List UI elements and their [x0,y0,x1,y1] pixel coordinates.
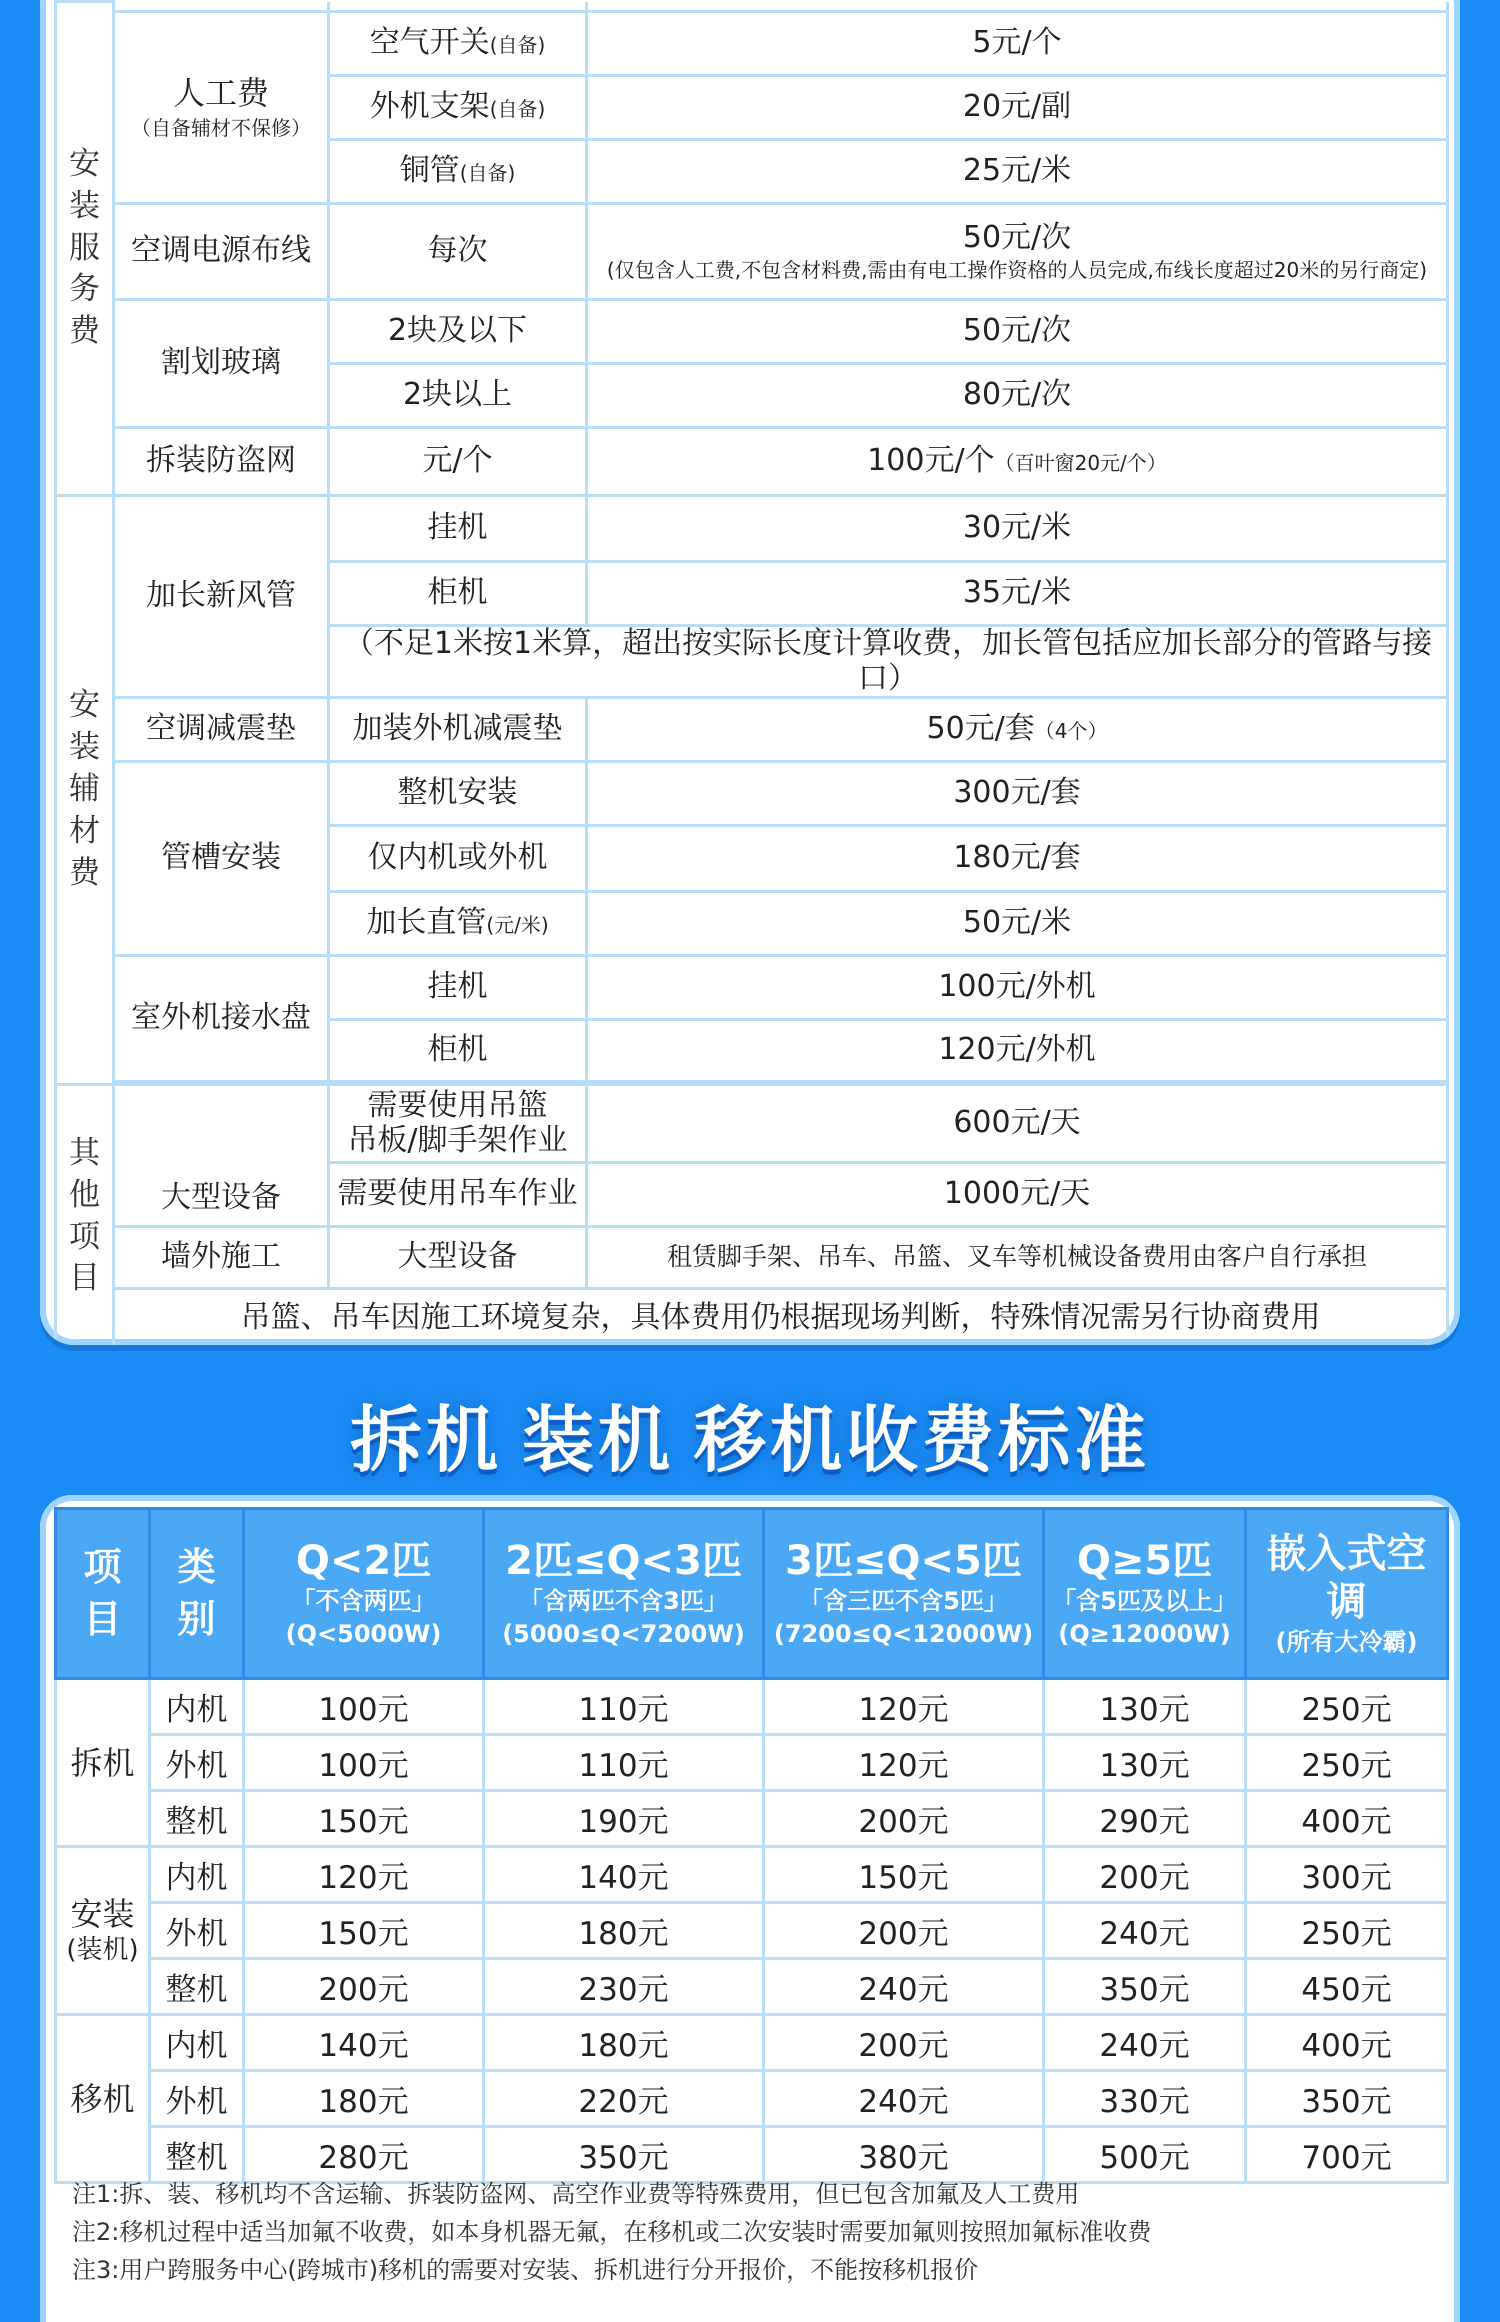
note-line: 注3:用户跨服务中心(跨城市)移机的需要对安装、拆机进行分开报价，不能按移机报价 [72,2256,979,2284]
duct-item: 整机安装 [329,762,587,826]
table-row [56,2071,1448,2127]
note-line: 注1:拆、装、移机均不含运输、拆装防盗网、高空作业费等特殊费用，但已包含加氟及人工费用 [72,2180,1080,2208]
labor-price: 5元/个 [587,12,1448,76]
price-cell: 120元 [244,1847,484,1903]
price-cell: 400元 [1246,2015,1448,2071]
kind-cell: 整机 [150,2127,244,2183]
header-col: 2匹≤Q<3匹 「含两匹不含3匹」 (5000≤Q<7200W) [484,1509,764,1679]
power-line-name: 空调电源布线 [114,204,329,300]
price-cell: 180元 [244,2071,484,2127]
labor-price: 25元/米 [587,140,1448,204]
price-cell: 200元 [764,2015,1044,2071]
header-item: 项目 [56,1509,150,1679]
fresh-air-price: 30元/米 [587,496,1448,562]
price-cell: 140元 [484,1847,764,1903]
price-cell: 120元 [764,1679,1044,1735]
table-row [56,300,1448,364]
footer-note: 吊篮、吊车因施工环境复杂，具体费用仍根据现场判断，特殊情况需另行协商费用 [114,1289,1448,1346]
anti-theft-name: 拆装防盗网 [114,428,329,496]
table-row [56,956,1448,1020]
table-row [56,1227,1448,1289]
big-equipment-item: 需要使用吊篮 吊板/脚手架作业 [329,1085,587,1163]
power-line-item: 每次 [329,204,587,300]
glass-price: 50元/次 [587,300,1448,364]
fresh-air-note: （不足1米按1米算，超出按实际长度计算收费，加长管包括应加长部分的管路与接口） [329,626,1448,698]
group-name: 移机 [56,2015,150,2183]
outdoor-name: 墙外施工 [114,1227,329,1289]
duct-price: 300元/套 [587,762,1448,826]
big-equipment-price: 1000元/天 [587,1163,1448,1227]
table-row [56,1085,1448,1163]
drip-tray-item: 挂机 [329,956,587,1020]
price-cell: 350元 [1246,2071,1448,2127]
price-cell: 110元 [484,1679,764,1735]
table-row [56,1735,1448,1791]
table-row [56,1679,1448,1735]
glass-item: 2块以上 [329,364,587,428]
kind-cell: 内机 [150,2015,244,2071]
outdoor-price: 租赁脚手架、吊车、吊篮、叉车等机械设备费用由客户自行承担 [587,1227,1448,1289]
price-cell: 190元 [484,1791,764,1847]
duct-price: 180元/套 [587,826,1448,892]
damper-price: 50元/套（4个） [587,698,1448,762]
price-cell: 180元 [484,2015,764,2071]
kind-cell: 外机 [150,2071,244,2127]
glass-price: 80元/次 [587,364,1448,428]
table-row [56,428,1448,496]
table-row [56,762,1448,826]
anti-theft-price: 100元/个（百叶窗20元/个） [587,428,1448,496]
price-cell: 330元 [1044,2071,1246,2127]
note-line: 注2:移机过程中适当加氟不收费，如本身机器无氟，在移机或二次安装时需要加氟则按照加氟标准收费 [72,2218,1152,2246]
price-cell: 110元 [484,1735,764,1791]
drip-tray-name: 室外机接水盘 [114,956,329,1082]
kind-cell: 整机 [150,1791,244,1847]
big-equipment-name: 大型设备 [114,1085,329,1227]
price-cell: 220元 [484,2071,764,2127]
price-cell: 150元 [244,1903,484,1959]
table-row [56,12,1448,76]
price-cell: 180元 [484,1903,764,1959]
duct-item: 仅内机或外机 [329,826,587,892]
price-table [54,1507,1449,2184]
category-service: 安 装 服 务 费 [56,2,114,496]
big-equipment-price: 600元/天 [587,1085,1448,1163]
price-cell: 240元 [764,2071,1044,2127]
price-cell: 350元 [484,2127,764,2183]
labor-item: 铜管(自备) [329,140,587,204]
drip-tray-item: 柜机 [329,1020,587,1082]
price-cell: 380元 [764,2127,1044,2183]
price-cell: 120元 [764,1735,1044,1791]
fresh-air-price: 35元/米 [587,562,1448,626]
table-row [56,496,1448,562]
price-cell: 500元 [1044,2127,1246,2183]
labor-item: 外机支架(自备) [329,76,587,140]
fresh-air-item: 柜机 [329,562,587,626]
price-cell: 140元 [244,2015,484,2071]
price-cell: 200元 [1044,1847,1246,1903]
drip-tray-price: 120元/外机 [587,1020,1448,1082]
table-row [56,2015,1448,2071]
price-cell: 200元 [764,1791,1044,1847]
header-col: 3匹≤Q<5匹 「含三匹不含5匹」 (7200≤Q<12000W) [764,1509,1044,1679]
header-col: Q<2匹 「不含两匹」 (Q<5000W) [244,1509,484,1679]
price-cell: 250元 [1246,1903,1448,1959]
price-cell: 100元 [244,1679,484,1735]
kind-cell: 整机 [150,1959,244,2015]
fresh-air-item: 挂机 [329,496,587,562]
group-name: 安装 (装机) [56,1847,150,2015]
drip-tray-price: 100元/外机 [587,956,1448,1020]
duct-price: 50元/米 [587,892,1448,956]
duct-name: 管槽安装 [114,762,329,956]
table-row [56,1847,1448,1903]
price-cell: 200元 [764,1903,1044,1959]
kind-cell: 内机 [150,1679,244,1735]
kind-cell: 外机 [150,1735,244,1791]
outdoor-item: 大型设备 [329,1227,587,1289]
fee-card [40,0,1460,1345]
labor-name: 人工费 （自备辅材不保修） [114,12,329,204]
header-row [56,1509,1448,1679]
big-equipment-item: 需要使用吊车作业 [329,1163,587,1227]
damper-item: 加装外机减震垫 [329,698,587,762]
labor-price: 20元/副 [587,76,1448,140]
price-cell: 250元 [1246,1679,1448,1735]
labor-item: 空气开关(自备) [329,12,587,76]
header-kind: 类别 [150,1509,244,1679]
table-row [56,1903,1448,1959]
price-cell: 350元 [1044,1959,1246,2015]
kind-cell: 内机 [150,1847,244,1903]
category-material: 安 装 辅 材 费 [56,496,114,1085]
table-row [56,204,1448,300]
price-card [40,1495,1460,2322]
power-line-price: 50元/次 (仅包含人工费,不包含材料费,需由有电工操作资格的人员完成,布线长度超过20米的另行商定) [587,204,1448,300]
header-col: 嵌入式空调 (所有大冷霸) [1246,1509,1448,1679]
table-row [56,1289,1448,1346]
notes [72,2175,1452,2289]
price-cell: 400元 [1246,1791,1448,1847]
table-row [56,1959,1448,2015]
price-cell: 280元 [244,2127,484,2183]
price-cell: 100元 [244,1735,484,1791]
section-title: 拆机 装机 移机收费标准 [349,1398,1151,1482]
price-cell: 150元 [764,1847,1044,1903]
glass-item: 2块及以下 [329,300,587,364]
price-cell: 240元 [764,1959,1044,2015]
price-cell: 700元 [1246,2127,1448,2183]
anti-theft-item: 元/个 [329,428,587,496]
table-row [56,698,1448,762]
price-cell: 240元 [1044,2015,1246,2071]
damper-name: 空调减震垫 [114,698,329,762]
price-cell: 150元 [244,1791,484,1847]
price-cell: 450元 [1246,1959,1448,2015]
fee-table [54,0,1449,1345]
table-row [56,1791,1448,1847]
price-cell: 290元 [1044,1791,1246,1847]
kind-cell: 外机 [150,1903,244,1959]
duct-item: 加长直管(元/米) [329,892,587,956]
price-cell: 230元 [484,1959,764,2015]
price-cell: 130元 [1044,1679,1246,1735]
glass-name: 割划玻璃 [114,300,329,428]
price-cell: 130元 [1044,1735,1246,1791]
fresh-air-name: 加长新风管 [114,496,329,698]
group-name: 拆机 [56,1679,150,1847]
table-row [56,2,1448,12]
header-col: Q≥5匹 「含5匹及以上」 (Q≥12000W) [1044,1509,1246,1679]
price-cell: 240元 [1044,1903,1246,1959]
category-other: 其 他 项 目 [56,1085,114,1346]
price-cell: 250元 [1246,1735,1448,1791]
price-cell: 300元 [1246,1847,1448,1903]
price-cell: 200元 [244,1959,484,2015]
